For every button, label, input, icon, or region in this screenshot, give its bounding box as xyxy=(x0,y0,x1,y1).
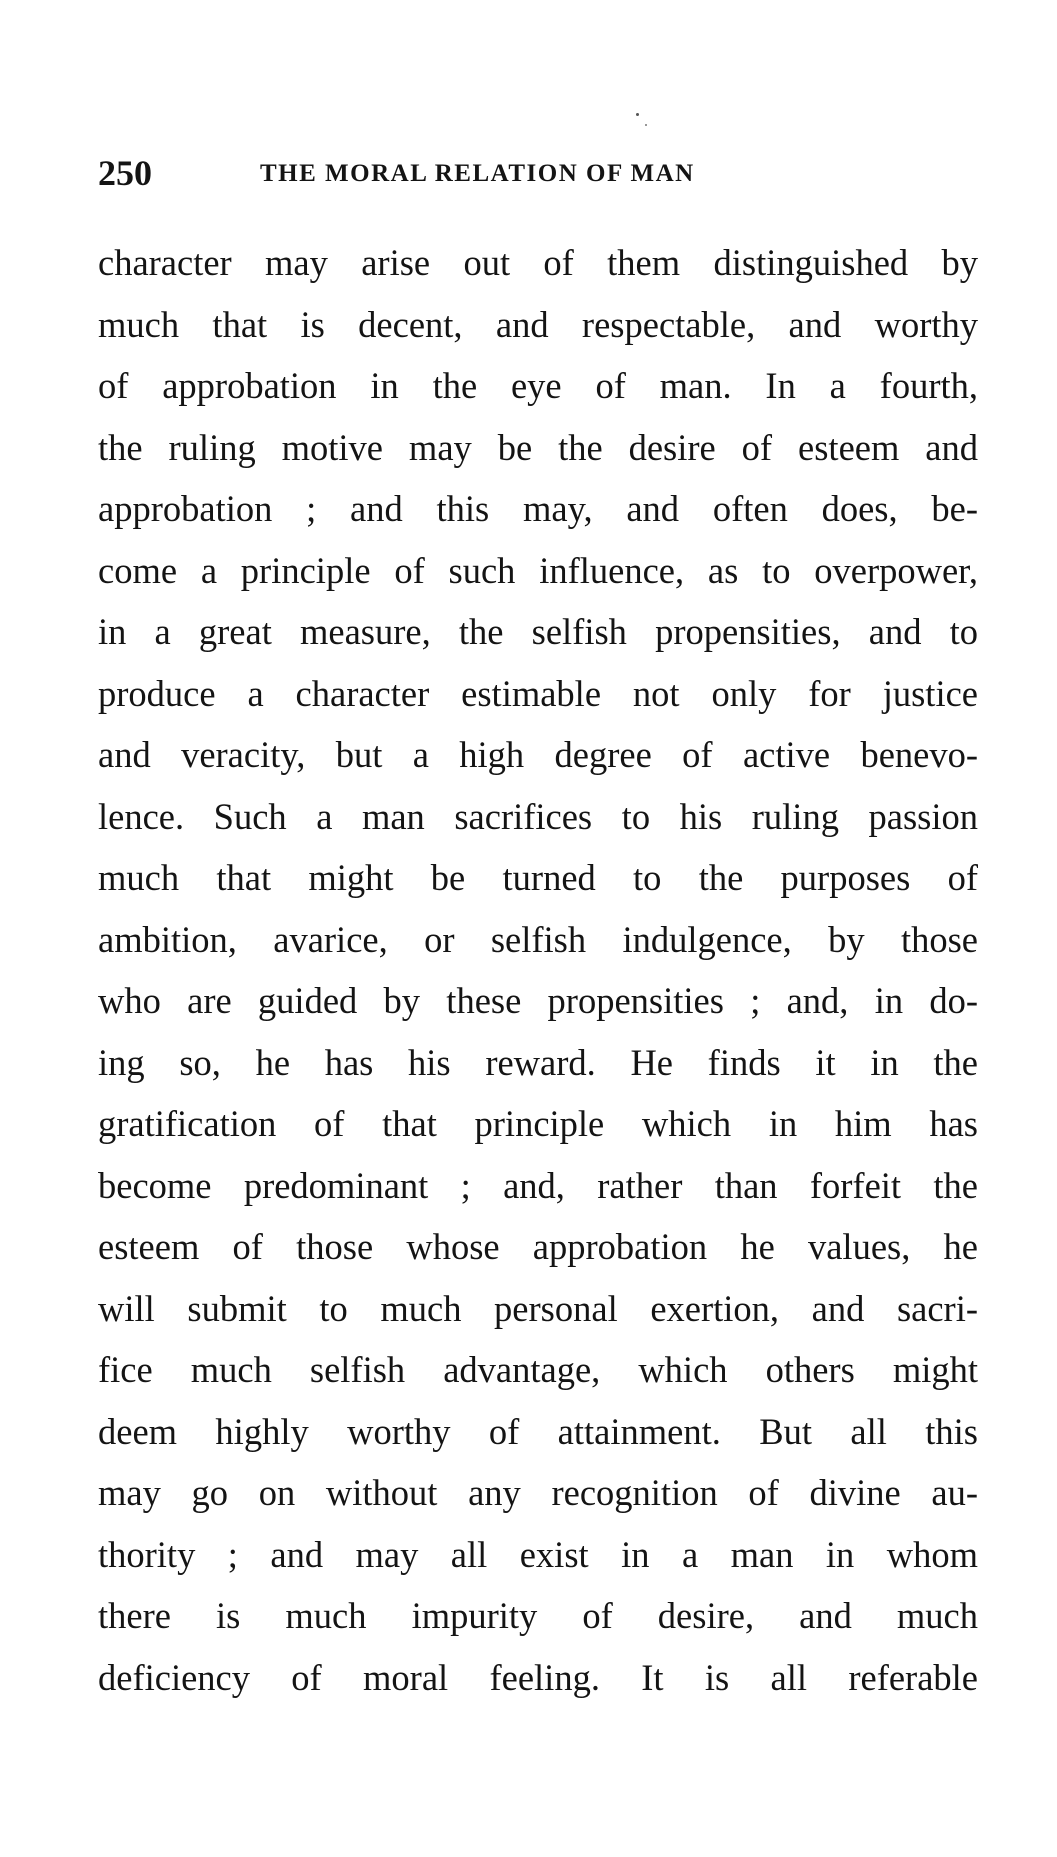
text-line: who are guided by these propensities ; and, in do- xyxy=(98,980,978,1021)
text-line: the ruling motive may be the desire of esteem and xyxy=(98,426,978,468)
text-line: ambition, avarice, or selfish indulgence, by those xyxy=(98,918,978,960)
text-line: lence. Such a man sacrifices to his ruling passion xyxy=(98,795,978,837)
text-line: become predominant ; and, rather than forfeit the xyxy=(98,1164,978,1206)
text-line: fice much selfish advantage, which others might xyxy=(98,1349,978,1390)
text-line: there is much impurity of desire, and much xyxy=(98,1595,978,1636)
body-text xyxy=(98,232,978,1708)
print-speck xyxy=(645,124,647,126)
text-line: in a great measure, the selfish propensities, and to xyxy=(98,611,978,652)
text-line: will submit to much personal exertion, and sacri- xyxy=(98,1287,978,1329)
text-line: of approbation in the eye of man. In a fourth, xyxy=(98,365,978,406)
running-title: THE MORAL RELATION OF MAN xyxy=(260,160,695,187)
text-line: produce a character estimable not only for justice xyxy=(98,672,978,714)
text-line: may go on without any recognition of divine au- xyxy=(98,1472,978,1513)
text-line: esteem of those whose approbation he values, he xyxy=(98,1226,978,1267)
text-line: ing so, he has his reward. He finds it in the xyxy=(98,1041,978,1083)
print-speck xyxy=(636,113,639,116)
page-number: 250 xyxy=(98,153,152,193)
text-line: and veracity, but a high degree of active benevo- xyxy=(98,734,978,775)
text-line: deficiency of moral feeling. It is all referable xyxy=(98,1656,978,1698)
text-line: approbation ; and this may, and often does, be- xyxy=(98,488,978,529)
text-line: gratification of that principle which in him has xyxy=(98,1103,978,1144)
running-header xyxy=(98,148,978,198)
text-line: come a principle of such influence, as to overpower, xyxy=(98,549,978,591)
text-line: thority ; and may all exist in a man in whom xyxy=(98,1533,978,1575)
text-line: much that might be turned to the purposes of xyxy=(98,857,978,898)
text-line: character may arise out of them distinguished by xyxy=(98,242,978,283)
text-line: deem highly worthy of attainment. But all this xyxy=(98,1410,978,1452)
text-line: much that is decent, and respectable, and worthy xyxy=(98,303,978,345)
